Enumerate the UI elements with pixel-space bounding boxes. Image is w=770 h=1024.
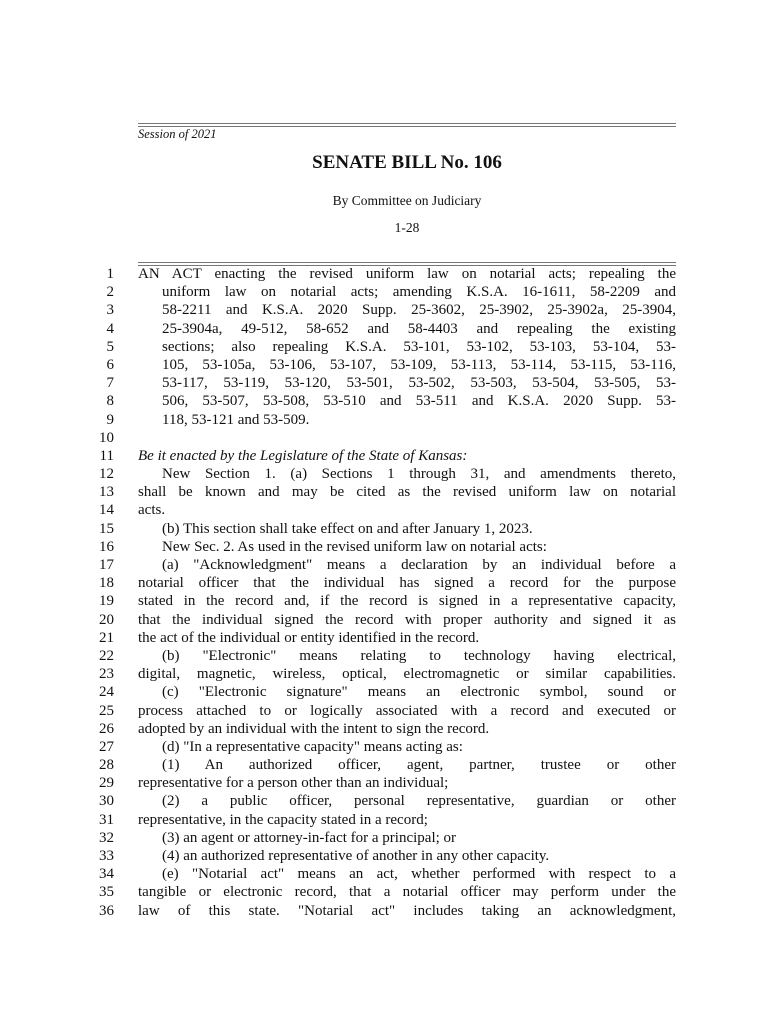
text-line <box>0 592 770 610</box>
line-text: adopted by an individual with the intent to sign the record. <box>138 720 490 737</box>
line-text: digital, magnetic, wireless, optical, electromagnetic or similar capabilities. <box>138 666 676 683</box>
text-line <box>0 702 770 720</box>
line-text: acts. <box>138 502 166 519</box>
line-text: 118, 53-121 and 53-509. <box>162 411 310 428</box>
line-number: 34 <box>99 866 114 883</box>
line-number: 33 <box>99 848 114 864</box>
line-number: 31 <box>99 811 114 828</box>
line-text: (c) "Electronic signature" means an electronic symbol, sound or <box>162 684 676 701</box>
line-text: law of this state. "Notarial act" includes taking an acknowledgment, <box>138 902 676 919</box>
line-text: (1) An authorized officer, agent, partner, trustee or other <box>162 757 676 774</box>
line-text: (e) "Notarial act" means an act, whether performed with respect to a <box>162 866 676 883</box>
line-number: 24 <box>99 684 114 701</box>
text-line <box>0 501 770 519</box>
line-number: 8 <box>106 393 114 410</box>
line-text: 25-3904a, 49-512, 58-652 and 58-4403 and repealing the existing <box>162 320 676 337</box>
line-text: (4) an authorized representative of another in any other capacity. <box>162 848 550 864</box>
text-line <box>0 483 770 501</box>
text-line <box>0 338 770 356</box>
text-line <box>0 265 770 283</box>
text-line <box>0 629 770 647</box>
line-text: (b) "Electronic" means relating to technology having electrical, <box>162 647 676 664</box>
line-number: 9 <box>106 411 114 428</box>
line-number: 7 <box>106 375 114 392</box>
line-text: uniform law on notarial acts; amending K.S.A. 16-1611, 58-2209 and <box>162 284 676 301</box>
text-line <box>0 374 770 392</box>
line-number: 28 <box>99 757 114 774</box>
text-line <box>0 829 770 847</box>
text-line <box>0 883 770 901</box>
line-number: 4 <box>106 320 114 337</box>
line-number: 12 <box>99 466 114 483</box>
text-line <box>0 902 770 920</box>
line-text: (a) "Acknowledgment" means a declaration by an individual before a <box>162 557 676 573</box>
line-number: 10 <box>99 429 114 446</box>
line-text: that the individual signed the record with proper authority and signed it as <box>138 611 676 628</box>
bill-text <box>0 265 770 920</box>
session-label: Session of 2021 <box>138 127 217 141</box>
line-text: (b) This section shall take effect on and after January 1, 2023. <box>162 520 533 537</box>
text-line <box>0 756 770 774</box>
line-text: 58-2211 and K.S.A. 2020 Supp. 25-3602, 25-3902, 25-3902a, 25-3904, <box>162 302 676 319</box>
text-line <box>0 811 770 829</box>
text-line <box>0 429 770 447</box>
text-line <box>0 392 770 410</box>
header-rule <box>138 123 676 127</box>
text-line <box>0 647 770 665</box>
text-line <box>0 720 770 738</box>
text-line <box>0 847 770 865</box>
text-line <box>0 411 770 429</box>
line-number: 5 <box>106 338 114 355</box>
line-text: notarial officer that the individual has signed a record for the purpose <box>138 575 676 592</box>
line-number: 3 <box>106 302 114 319</box>
text-line <box>0 738 770 756</box>
line-number: 30 <box>99 793 114 810</box>
line-text: New Sec. 2. As used in the revised uniform law on notarial acts: <box>162 538 547 555</box>
line-text: New Section 1. (a) Sections 1 through 31, and amendments thereto, <box>162 466 676 483</box>
line-number: 20 <box>99 611 114 628</box>
line-number: 21 <box>99 629 114 646</box>
line-text: representative for a person other than an individual; <box>138 775 449 792</box>
line-text: 506, 53-507, 53-508, 53-510 and 53-511 and K.S.A. 2020 Supp. 53- <box>162 393 676 410</box>
line-number: 25 <box>99 702 114 719</box>
line-number: 13 <box>99 484 114 501</box>
line-number: 35 <box>99 884 114 901</box>
line-text: AN ACT enacting the revised uniform law on notarial acts; repealing the <box>138 266 676 282</box>
text-line <box>0 611 770 629</box>
line-number: 32 <box>99 829 114 846</box>
text-line <box>0 574 770 592</box>
line-text: (2) a public officer, personal representative, guardian or other <box>162 793 676 810</box>
text-line <box>0 465 770 483</box>
line-number: 27 <box>99 738 114 755</box>
text-line <box>0 520 770 538</box>
text-line <box>0 774 770 792</box>
line-number: 16 <box>99 538 114 555</box>
text-line <box>0 556 770 574</box>
text-line <box>0 683 770 701</box>
line-text: 53-117, 53-119, 53-120, 53-501, 53-502, 53-503, 53-504, 53-505, 53- <box>162 375 676 392</box>
line-number: 23 <box>99 666 114 683</box>
text-line <box>0 356 770 374</box>
text-line <box>0 538 770 556</box>
line-number: 19 <box>99 593 114 610</box>
line-text: Be it enacted by the Legislature of the State of Kansas: <box>138 447 468 464</box>
line-text: 105, 53-105a, 53-106, 53-107, 53-109, 53-113, 53-114, 53-115, 53-116, <box>162 356 676 373</box>
line-number: 36 <box>99 902 114 919</box>
line-text: representative, in the capacity stated in a record; <box>138 811 428 828</box>
line-text: stated in the record and, if the record is signed in a representative capacity, <box>138 593 676 610</box>
line-number: 18 <box>99 575 114 592</box>
line-text: sections; also repealing K.S.A. 53-101, 53-102, 53-103, 53-104, 53- <box>162 338 676 355</box>
bill-title: SENATE BILL No. 106 <box>312 152 502 173</box>
line-number: 2 <box>106 284 114 301</box>
line-number: 26 <box>99 720 114 737</box>
line-number: 6 <box>106 356 114 373</box>
text-line <box>0 283 770 301</box>
line-text: tangible or electronic record, that a notarial officer may perform under the <box>138 884 676 901</box>
line-text: shall be known and may be cited as the revised uniform law on notarial <box>138 484 676 501</box>
line-number: 11 <box>99 447 114 464</box>
line-number: 29 <box>99 775 114 792</box>
bill-date: 1-28 <box>394 220 420 235</box>
text-line <box>0 447 770 465</box>
line-number: 1 <box>106 266 114 282</box>
line-number: 15 <box>99 520 114 537</box>
text-line <box>0 792 770 810</box>
line-number: 17 <box>99 557 114 573</box>
text-line <box>0 301 770 319</box>
line-text: (d) "In a representative capacity" means acting as: <box>162 738 463 755</box>
line-number: 22 <box>99 647 114 664</box>
line-text: process attached to or logically associated with a record and executed or <box>138 702 676 719</box>
text-line <box>0 320 770 338</box>
text-line <box>0 665 770 683</box>
line-text: the act of the individual or entity identified in the record. <box>138 629 480 646</box>
line-text: (3) an agent or attorney-in-fact for a principal; or <box>162 829 457 846</box>
bill-sponsor: By Committee on Judiciary <box>332 193 482 208</box>
line-number: 14 <box>99 502 114 519</box>
text-line <box>0 865 770 883</box>
